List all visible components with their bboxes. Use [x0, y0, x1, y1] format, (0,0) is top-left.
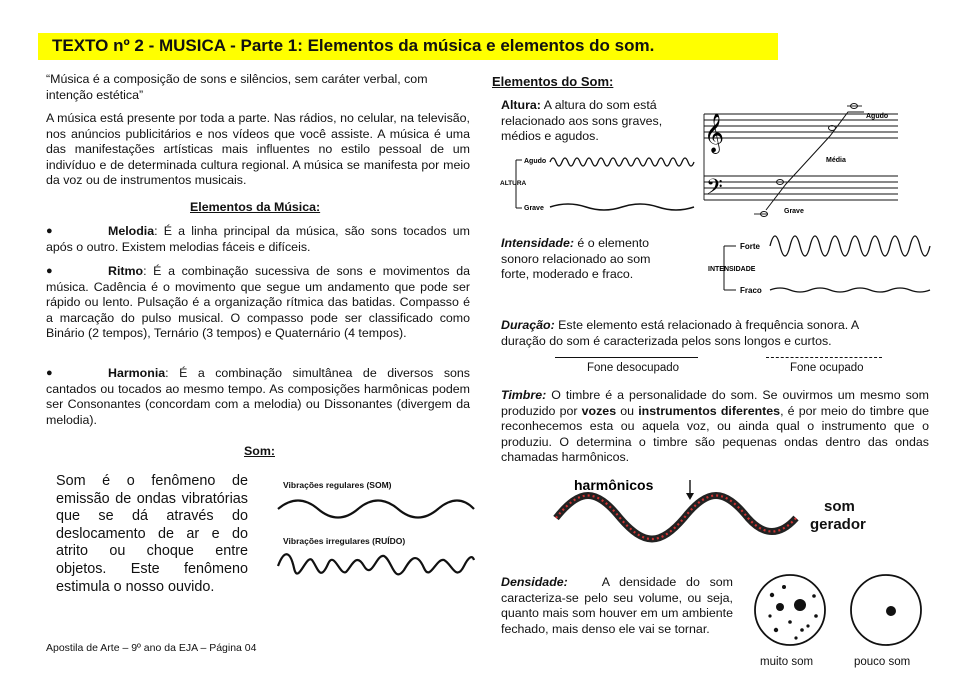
staff-grave-label: Grave	[784, 208, 804, 215]
label-regular: Vibrações regulares (SOM)	[283, 480, 392, 490]
muito-som-label: muito som	[760, 656, 814, 668]
fig-fraco-label: Fraco	[740, 286, 762, 295]
fone-ocupado-label: Fone ocupado	[790, 362, 864, 374]
fone-ocupado-line	[766, 357, 882, 358]
irregular-wave-figure	[276, 546, 476, 590]
timbre-instrumentos: instrumentos diferentes	[638, 403, 781, 418]
regular-wave-figure	[276, 490, 476, 528]
duracao-term: Duração:	[501, 318, 555, 332]
fig-agudo-label: Agudo	[524, 158, 547, 165]
staff-figure	[702, 100, 902, 220]
timbre-term: Timbre:	[501, 388, 547, 402]
timbre-text-3: , é por meio do timbre que reconhecemos esta ou aquela voz, ou ainda qual o instrumento que o produziu. O determina o timbre são pequenas ondas dentro das ondas chamadas harmônicos.	[501, 403, 929, 464]
fig-intensidade-label: INTENSIDADE	[708, 266, 756, 273]
ritmo-term: Ritmo	[108, 264, 144, 278]
densidade-term: Densidade:	[501, 575, 568, 589]
melodia-text: : É a linha principal da música, são sons tocados um após o outro. Existem melodias fáceis e difíceis.	[46, 224, 470, 254]
densidade-figure	[750, 572, 930, 654]
intensidade-term: Intensidade:	[501, 236, 574, 250]
harmonia-text: : É a combinação simultânea de diversos sons cantados ou tocados ao mesmo tempo. As composições harmônicas podem ser Consonantes (concordam com a melodia) ou Dissonantes (divergem da melodia).	[46, 366, 470, 427]
densidade-paragraph	[501, 575, 733, 637]
harmonicos-label: harmônicos	[574, 477, 654, 493]
heading-som: Som:	[244, 444, 275, 458]
timbre-text-1: O timbre é a personalidade do som. Se ouvirmos um mesmo som produzido por	[501, 388, 929, 418]
quote: “Música é a composição de sons e silêncios, sem caráter verbal, com intenção estética”	[46, 72, 428, 102]
staff-media-label: Média	[826, 157, 846, 164]
harmonia-item	[46, 366, 470, 428]
treble-clef-icon: 𝄞	[704, 114, 725, 152]
som-gerador-label-1: som	[824, 498, 855, 515]
duracao-text: Este elemento está relacionado à frequência sonora. A duração do som é caracterizada pelos sons longos e curtos.	[501, 318, 859, 348]
intensidade-text: é o elemento sonoro relacionado ao som forte, moderado e fraco.	[501, 236, 651, 281]
harmonia-term: Harmonia	[108, 366, 166, 380]
harmonicos-figure	[550, 474, 800, 550]
fig-grave-label: Grave	[524, 205, 544, 212]
timbre-paragraph	[501, 388, 929, 466]
staff-agudo-label: Agudo	[866, 113, 889, 120]
fone-desocupado-label: Fone desocupado	[587, 362, 680, 374]
fig-forte-label: Forte	[740, 242, 760, 251]
intensidade-figure	[708, 226, 934, 300]
melodia-term: Melodia	[108, 224, 155, 238]
densidade-text: A densidade do som caracteriza-se pelo seu volume, ou seja, quanto mais som houver em um ambiente fechado, mais denso ele vai se tornar.	[501, 575, 733, 636]
timbre-vozes: vozes	[581, 403, 617, 418]
altura-figure	[498, 152, 698, 216]
label-irregular: Vibrações irregulares (RUÍDO)	[283, 536, 406, 546]
intro-paragraph: A música está presente por toda a parte. Nas rádios, no celular, na televisão, nos anúncios publicitários e nos vídeos que você assiste. A música é uma das manifestações artísticas mais influentes no estilo pessoal de um indivíduo e de determinada cultura regional. A música se manifesta por meio da voz ou de instrumentos musicais.	[46, 111, 470, 187]
pouco-som-label: pouco som	[854, 656, 911, 668]
som-gerador-label-2: gerador	[810, 516, 866, 533]
altura-text: A altura do som está relacionado aos sons graves, médios e agudos.	[501, 98, 663, 143]
footer: Apostila de Arte – 9º ano da EJA – Página 04	[46, 642, 257, 654]
fig-altura-label: ALTURA	[500, 180, 527, 187]
intensidade-paragraph	[501, 236, 673, 283]
bullet-icon: ●	[46, 265, 53, 277]
bullet-icon: ●	[46, 225, 53, 237]
fone-desocupado-line	[555, 357, 698, 358]
duracao-paragraph	[501, 318, 901, 349]
bullet-icon: ●	[46, 367, 53, 379]
altura-term: Altura:	[501, 98, 541, 112]
heading-elementos-som: Elementos do Som:	[492, 74, 614, 89]
timbre-text-2: ou	[616, 403, 639, 418]
page-title: TEXTO nº 2 - MUSICA - Parte 1: Elementos da música e elementos do som.	[52, 36, 655, 55]
som-paragraph: Som é o fenômeno de emissão de ondas vibratórias que se dá através do deslocamento de ar e do atrito ou choque entre objetos. Este fenômeno estimula o nosso ouvido.	[56, 473, 248, 595]
melodia-item	[46, 224, 470, 255]
heading-elementos-musica: Elementos da Música:	[190, 200, 321, 214]
altura-paragraph	[501, 98, 681, 145]
bass-clef-icon: 𝄢	[706, 174, 723, 204]
ritmo-item	[46, 264, 470, 342]
ritmo-text: : É a combinação sucessiva de sons e movimentos da música. Cadência é o movimento que segue um andamento que pode ser rápido ou lento. Pulsação é a organização rítmica das batidas. Compasso é a marcação do pulso musical. O compasso pode ser classificado como Binário (2 tempos), Ternário (3 tempos) e Quaternário (4 tempos).	[46, 264, 470, 340]
